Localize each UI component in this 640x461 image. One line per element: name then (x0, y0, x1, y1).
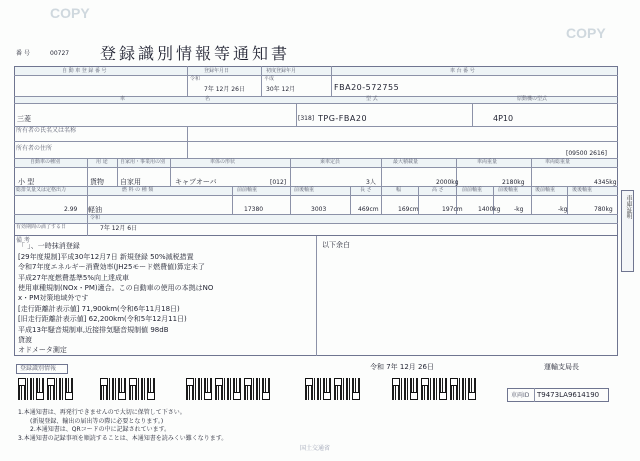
label-front-front-axle: 前前軸重 (237, 187, 258, 193)
ministry-name: 国土交通省 (300, 445, 331, 452)
side-tag (621, 190, 634, 272)
label-length: 長 さ (360, 187, 372, 193)
label-expiry: 有効期間の満了する日 (16, 224, 67, 230)
label-owner-address: 所有者の住所 (16, 145, 53, 152)
qr-label: 登録識別情報 (20, 365, 57, 372)
rr-axle-weight: 780kg (594, 206, 613, 213)
length: 469cm (358, 206, 379, 213)
label-remarks: 備 考 (16, 237, 30, 244)
first-registration: 30年 12月 (266, 86, 296, 93)
label-vehicle-weight: 車両重量 (477, 159, 498, 165)
remark-line: [旧走行距離計表示値] 62,200km(令和5年12月11日) (18, 315, 187, 323)
width: 169cm (398, 206, 419, 213)
remark-line: 「 」、一時抹消登録 (18, 242, 80, 250)
label-registration-date: 登録年月日 (204, 68, 230, 74)
qr-code (392, 378, 418, 400)
footnote: (新規登録、輸出の届出等の際に必要となります。) (30, 418, 164, 425)
footnote: 1.本通知書は、再発行できませんので大切に保管して下さい。 (18, 409, 186, 416)
chassis-number: FBA20-572755 (334, 83, 400, 92)
label-rr-axle-weight: 後後軸重 (572, 187, 593, 193)
private-commercial: 自家用 (120, 178, 141, 186)
label-vehicle-id: 車両ID (511, 392, 530, 399)
code-number: [09500 2616] (566, 150, 607, 157)
label-usage: 用 途 (96, 159, 108, 165)
model-code-prefix: [318] (298, 115, 315, 122)
ff-axle-weight: 1400kg (478, 206, 501, 213)
remark-line: [走行距離計表示値] 71,900km(令和6年11月18日) (18, 305, 180, 313)
body-shape-code: [012] (270, 179, 287, 186)
label-ff-axle-weight: 前前軸重 (462, 187, 483, 193)
max-load: 2000kg (436, 179, 459, 186)
label-capacity: 乗車定員 (320, 159, 341, 165)
label-body-shape: 車体の形状 (210, 159, 236, 165)
remark-line: 平成13年騒音規制車,近接排気騒音規制値 98dB (18, 326, 169, 334)
label-front-rear-axle: 前後軸重 (294, 187, 315, 193)
issue-date: 令和 7年 12月 26日 (370, 363, 434, 371)
label-fr-axle-weight: 前後軸重 (498, 187, 519, 193)
qr-code (47, 378, 73, 400)
body-shape: キャブオーバ (175, 178, 217, 186)
label-height: 高 さ (432, 187, 444, 193)
remark-line: x・PM対策地域外です (18, 294, 89, 302)
displacement: 2.99 (64, 206, 78, 213)
footnote: 2.本通知書は、QRコードの中に記録されています。 (30, 426, 171, 433)
era-heisei: 平成 (264, 76, 275, 82)
side-tag-label: 車庫証明 (625, 195, 632, 219)
label-rf-axle-weight: 後前軸重 (535, 187, 556, 193)
watermark-right: COPY (566, 25, 606, 41)
qr-code (244, 378, 270, 400)
rf-axle-weight: -kg (558, 206, 568, 213)
expiry-date: 7年 12月 6日 (100, 225, 138, 232)
footnote: 3.本通知書の記録事項を順読することは、本通知書を読みくい難くなります。 (18, 435, 228, 442)
label-model: 型 式 (366, 96, 378, 102)
document-title: 登録識別情報等通知書 (100, 44, 291, 63)
qr-code (186, 378, 212, 400)
gross-weight: 4345kg (594, 179, 617, 186)
maker: 三菱 (17, 115, 31, 123)
label-fuel-type: 燃 料 の 種 類 (122, 187, 154, 193)
qr-code (129, 378, 155, 400)
qr-code (421, 378, 447, 400)
label-owner-name: 所有者の氏名又は名称 (16, 127, 77, 134)
doc-number-label: 番 号 (16, 50, 30, 57)
label-private-commercial: 自家用・事業用の別 (120, 159, 166, 165)
vehicle-id: T9473LA9614190 (537, 391, 600, 399)
label-vehicle-type: 自動車の種別 (30, 159, 61, 165)
doc-number: 00727 (50, 50, 70, 57)
usage: 貨物 (90, 178, 104, 186)
qr-code (334, 378, 360, 400)
vehicle-weight: 2180kg (502, 179, 525, 186)
label-width: 幅 (396, 187, 402, 193)
registration-date: 7年 12月 26日 (204, 86, 245, 93)
remark-line: 平成27年度燃費基準5%向上達成車 (18, 274, 130, 282)
front-front-axle: 17380 (244, 206, 264, 213)
model: TPG-FBA20 (318, 114, 368, 123)
label-registration-number: 自 動 車 登 録 番 号 (62, 68, 107, 74)
capacity: 3人 (366, 179, 376, 186)
label-engine-model: 原動機の型式 (517, 96, 548, 102)
front-rear-axle: 3003 (311, 206, 327, 213)
qr-code (100, 378, 126, 400)
qr-code (18, 378, 44, 400)
vehicle-type: 小 型 (18, 178, 35, 186)
remark-line: [29年度規制]平成30年12月7日 新規登録 50%減税措置 (18, 253, 194, 261)
label-first-registration: 初度登録年月 (266, 68, 297, 74)
label-displacement: 総排気量又は定格出力 (16, 187, 67, 193)
fr-axle-weight: -kg (514, 206, 524, 213)
remark-line: オドメータ測定 (18, 346, 67, 354)
qr-code (215, 378, 241, 400)
watermark-left: COPY (50, 5, 90, 21)
qr-code (305, 378, 331, 400)
label-chassis-number: 車 台 番 号 (450, 68, 475, 74)
label-maker: 車 (120, 96, 126, 102)
label-max-load: 最大積載量 (393, 159, 419, 165)
issuing-office: 運輸支局長 (544, 363, 579, 371)
remark-line: 令和7年度エネルギー消費効率(JH25モード燃費値)算定未了 (18, 263, 205, 271)
expiry-era: 令和 (90, 215, 101, 221)
remark-line: 使用車種規制(NOx・PM)適合。この自動車の使用の本拠はNO (18, 284, 214, 292)
label-name: 名 (205, 96, 211, 102)
fuel-type: 軽油 (88, 206, 102, 214)
remarks-tail: 以下余白 (322, 241, 350, 249)
engine-model: 4P10 (493, 114, 514, 123)
label-gross-weight: 車両総重量 (545, 159, 571, 165)
qr-code (450, 378, 476, 400)
era-reiwa: 令和 (190, 76, 201, 82)
height: 197cm (442, 206, 463, 213)
remark-line: 貸渡 (18, 336, 32, 344)
